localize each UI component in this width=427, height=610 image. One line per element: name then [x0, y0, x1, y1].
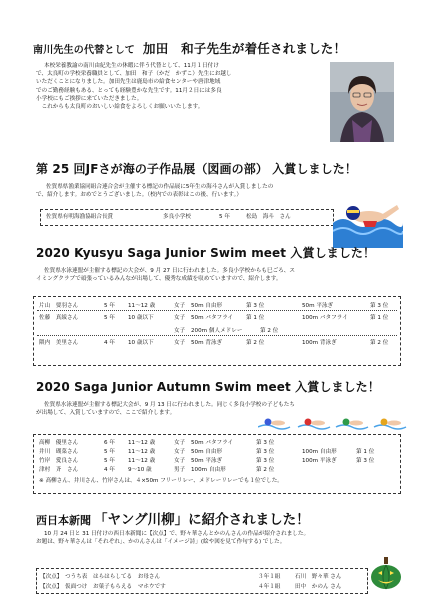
senryu-author: 石川 野々華 さん	[295, 574, 342, 580]
senryu-label: 【次点】	[40, 574, 63, 580]
appointment-line: 本校栄養教諭の南川由紀先生の休暇に伴う代替として、11月１日付け	[44, 63, 219, 69]
appointment-title-prefix: 南川先生の代替として	[33, 45, 135, 56]
event1: 50m 自由形	[191, 449, 223, 455]
swimmer-sex: 女子	[174, 449, 186, 455]
swim1-results-box	[33, 296, 401, 366]
swimmer-sex: 女子	[174, 315, 186, 321]
event2: 50m 平泳ぎ	[302, 303, 334, 309]
swimmer-grade: 5 年	[104, 449, 115, 455]
swimmer-name: 佐藤 真綾さん	[39, 315, 79, 321]
senryu-line: お題は、野々華さんは「それぞれ」、かのんさんは「イメージ詩」(絵や図を見て作句する) でした。	[36, 539, 286, 546]
swimmer-age: 11〜12 歳	[128, 449, 156, 455]
swim2-line: 佐賀県水泳連盟が主催する標記大会が、9 月 13 日に行われました。同じく多良小学校の子どもたち	[44, 402, 295, 408]
senryu-class: ４年１組	[258, 584, 281, 590]
senryu-title-main: 「ヤング川柳」に紹介されました！	[94, 512, 310, 528]
swimmer-illustration	[333, 193, 403, 248]
swimmer-grade: 6 年	[104, 440, 115, 446]
appointment-line: いただくことになりました。加田先生は鹿島市の給食センターや唐津地域	[36, 79, 221, 86]
swimmer-name: 高柳 優里さん	[39, 440, 79, 446]
swim1-line: イミングクラブで頑張っているみんなが出場して、優秀な成績を収めていますので、紹介します。	[36, 276, 282, 283]
swim2-results-box	[33, 434, 401, 494]
appointment-title	[33, 39, 413, 57]
swimmer-grade: 5 年	[104, 315, 115, 321]
place2: 第 1 位	[370, 315, 389, 321]
swimmer-sex: 女子	[174, 340, 186, 346]
senryu-body	[36, 530, 396, 546]
swim2-title: 2020 Saga Junior Autumn Swim meet 入賞しました！	[36, 380, 380, 394]
swimmer-grade: 4 年	[104, 340, 115, 346]
swimmer-grade: 5 年	[104, 458, 115, 464]
art-contest-title: 第 25 回JFさが海の子作品展（図画の部） 入賞しました！	[36, 162, 357, 176]
art-award-school: 多良小学校	[163, 214, 191, 220]
appointment-line: これからも太良町のおいしい給食をよろしくお願いいたします。	[36, 104, 204, 111]
place2: 第 1 位	[356, 449, 375, 455]
event1: 50m 平泳ぎ	[191, 458, 223, 464]
event1: 100m 自由形	[191, 467, 226, 473]
event2: 100m 背泳ぎ	[302, 340, 337, 346]
art-award-name: 佐賀県有明海漁協組合長賞	[46, 214, 114, 220]
art-contest-line: で、紹介します。おめでとうございました。（校内での表彰はこの後、行います。）	[36, 192, 242, 199]
swimmer-sex: 女子	[174, 458, 186, 464]
art-award-box	[40, 209, 334, 226]
swimmer-sex: 女子	[174, 440, 186, 446]
event1: 50m 背泳ぎ	[191, 340, 223, 346]
swimmer-sex: 女子	[174, 303, 186, 309]
appointment-line: で、太良町の学校栄養職員として、加田 和子（かだ かずこ）先生にお越し	[36, 71, 232, 78]
senryu-title-prefix: 西日本新聞	[36, 514, 91, 527]
place2: 第 3 位	[370, 303, 389, 309]
appointment-title-main: 加田 和子先生が着任されました！	[143, 41, 347, 56]
place1: 第 2 位	[246, 340, 265, 346]
swimmer-name: 井川 瑚菜さん	[39, 449, 79, 455]
row-divider	[37, 310, 397, 311]
senryu-author: 田中 かのん さん	[295, 584, 342, 590]
event2: 100m 平泳ぎ	[302, 458, 337, 464]
swim1-line: 佐賀県水泳連盟が主催する標記の大会が、9 月 27 日に行われました。多良小学校からも巳ごろ、ス	[44, 268, 295, 274]
senryu-line: 10 月 24 日と 31 日付けの西日本新聞に【次点】で、野々華さんとかのんさんの作品が紹介されました。	[44, 531, 310, 537]
swim2-note: ※ 高柳さん、井川さん、竹岸さんは、４×50m フリーリレー、メドレーリレーでも１位でした。	[39, 478, 283, 484]
place1: 第 3 位	[256, 440, 275, 446]
swimmer-sex: 女子	[174, 328, 186, 334]
swim2-line: が出場して、入賞していますので、ここで紹介します。	[36, 410, 176, 417]
art-award-student: 松島 海斗 さん	[246, 214, 291, 220]
appointment-body	[36, 62, 318, 111]
swim1-title: 2020 Kyusyu Saga Junior Swim meet 入賞しました！	[36, 246, 376, 260]
swimmer-sex: 男子	[174, 467, 186, 473]
place1: 第 3 位	[256, 458, 275, 464]
swimmer-age: 11〜12 歳	[128, 303, 156, 309]
event1: 50m 自由形	[191, 303, 223, 309]
event2: 100m バタフライ	[302, 315, 348, 321]
swim1-body	[36, 267, 406, 283]
swimmer-age: 10 歳以下	[128, 315, 154, 321]
event1: 200m 個人メドレー	[191, 328, 243, 334]
swimmer-age: 9〜10 歳	[128, 467, 152, 473]
place2: 第 3 位	[356, 458, 375, 464]
swimmer-age: 11〜12 歳	[128, 458, 156, 464]
swimmer-name: 竹岸 愛良さん	[39, 458, 79, 464]
place1: 第 2 位	[256, 467, 275, 473]
swimmer-name: 片山 要羽さん	[39, 303, 79, 309]
place1: 第 3 位	[256, 449, 275, 455]
swimmer-grade: 5 年	[104, 303, 115, 309]
art-award-grade: 5 年	[219, 214, 230, 220]
row-divider	[37, 335, 397, 336]
swimmer-age: 11〜12 歳	[128, 440, 156, 446]
event2: 100m 自由形	[302, 449, 337, 455]
appointment-line: 小学校にもご挨拶に来ていただきました。	[36, 95, 143, 102]
fish-swimmers-illustration	[258, 415, 408, 433]
place1: 第 3 位	[246, 303, 265, 309]
art-contest-line: 佐賀県県漁業協同組合連合会が主催する標記の作品展に5年生の海斗さんが入賞しましたの	[46, 184, 274, 190]
appointment-line: でのご勤務経験もある、とっても経験豊かな先生です。11月２日には多良	[36, 87, 222, 94]
senryu-class: ３年１組	[258, 574, 281, 580]
place1: 第 2 位	[260, 328, 279, 334]
teacher-photo	[330, 62, 394, 142]
swimmer-name: 津村 斉 さん	[39, 467, 79, 473]
pumpkin-illustration	[369, 555, 403, 591]
event1: 50m バタフライ	[191, 440, 234, 446]
swimmer-grade: 4 年	[104, 467, 115, 473]
senryu-box	[36, 568, 368, 594]
swimmer-name: 隈内 美里さん	[39, 340, 79, 346]
place1: 第 1 位	[246, 315, 265, 321]
senryu-poem: つうち表 はらはらしてる お母さん	[65, 574, 161, 580]
place2: 第 2 位	[370, 340, 389, 346]
event1: 50m バタフライ	[191, 315, 234, 321]
senryu-label: 【次点】	[40, 584, 63, 590]
senryu-title	[36, 508, 310, 528]
senryu-poem: 仮面つけ お菓子もらえる マホウです	[65, 584, 166, 590]
swimmer-age: 10 歳以下	[128, 340, 154, 346]
